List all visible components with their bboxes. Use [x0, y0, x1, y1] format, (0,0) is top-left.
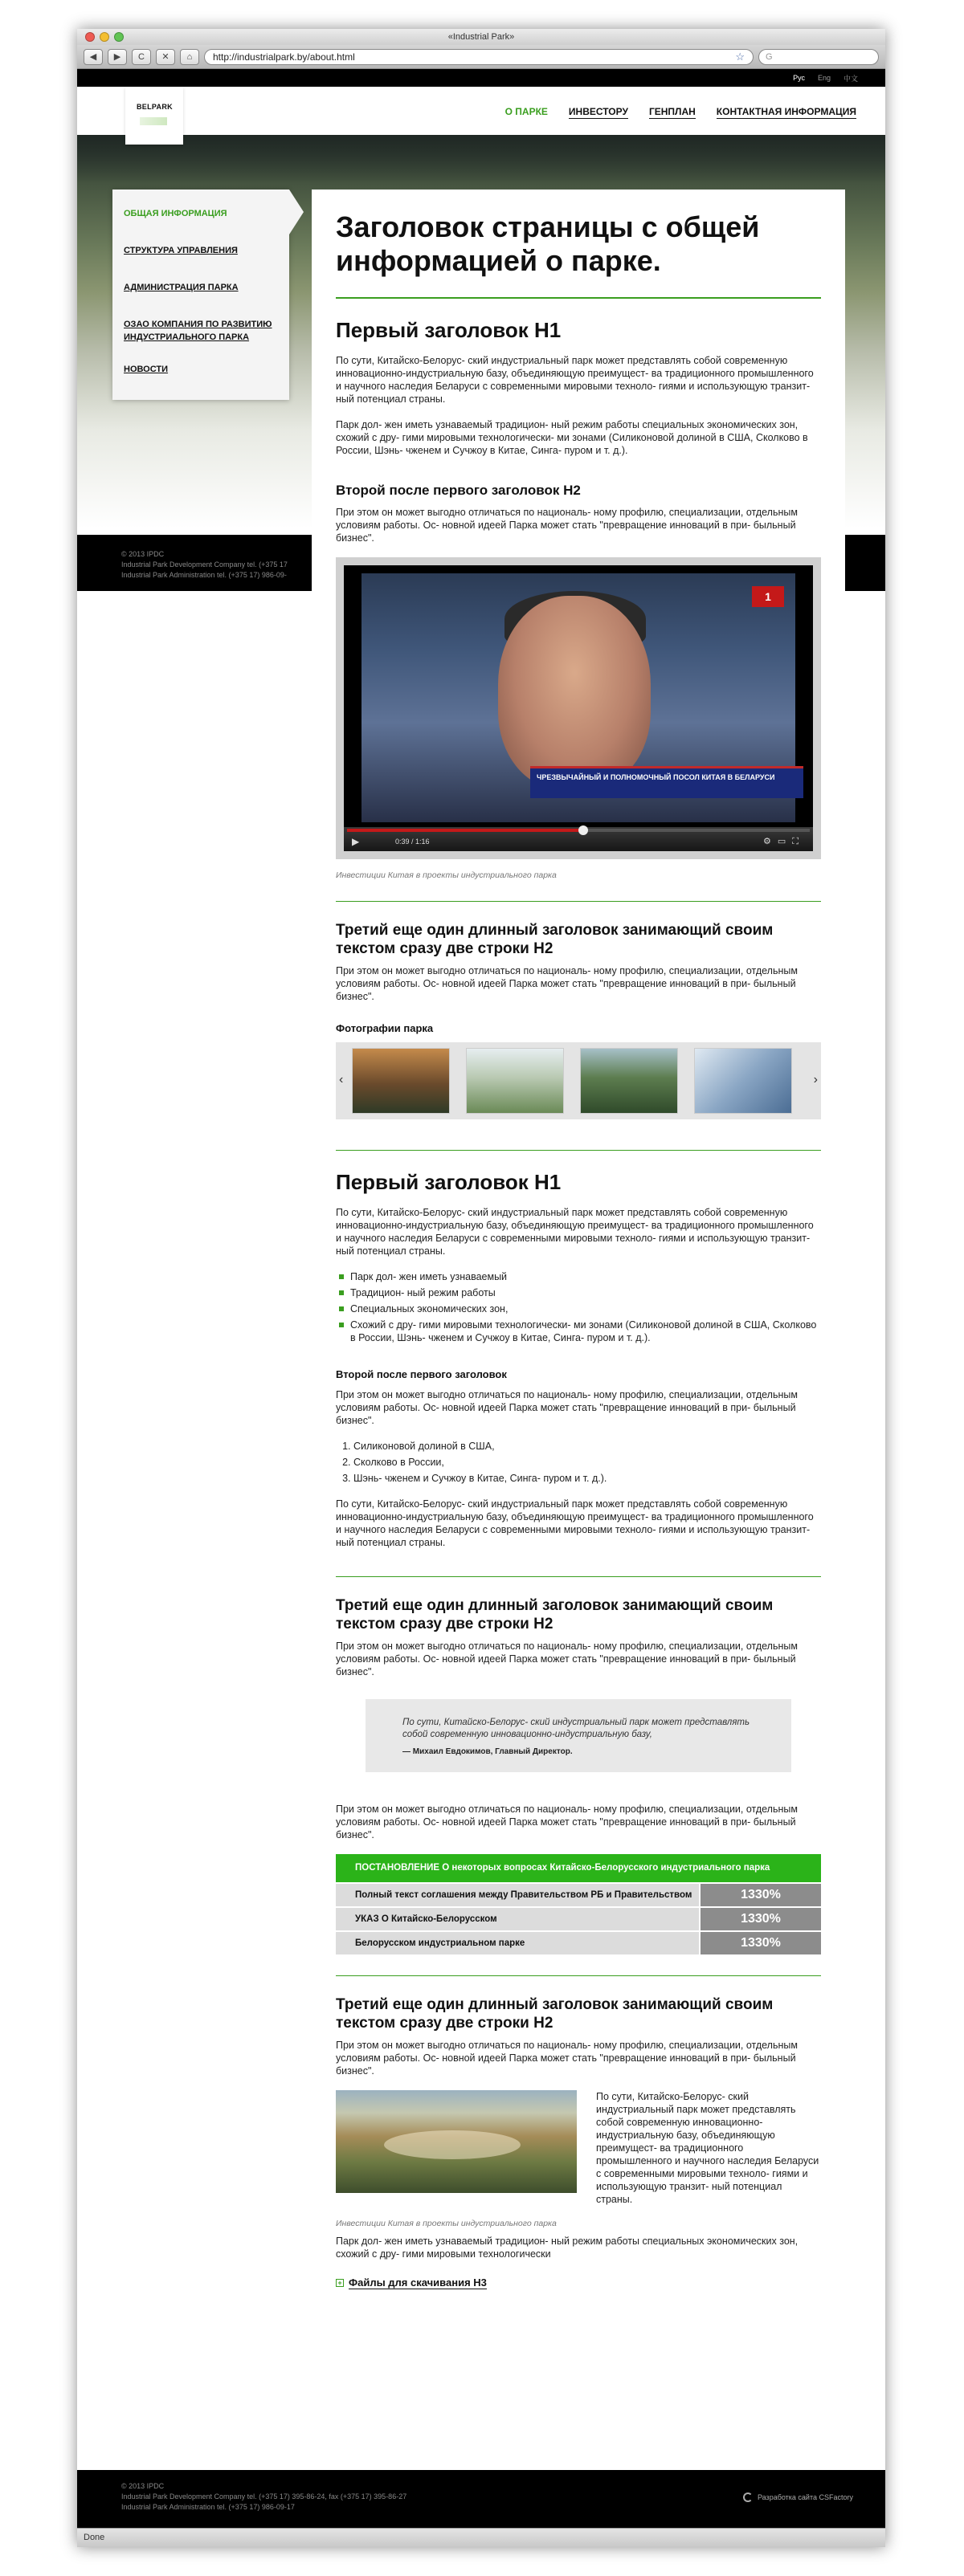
lang-en[interactable]: Eng	[817, 74, 831, 82]
sidebar-pointer	[289, 190, 304, 234]
reload-button[interactable]: C	[132, 49, 151, 65]
minimize-window-button[interactable]	[100, 32, 109, 42]
table-row[interactable]	[336, 1908, 821, 1930]
url-text[interactable]: http://industrialpark.by/about.html	[213, 51, 355, 63]
browser-window	[77, 29, 885, 2547]
plus-icon: +	[336, 2279, 344, 2287]
language-bar	[77, 69, 885, 87]
lang-cn[interactable]: 中文	[843, 74, 858, 83]
blockquote	[366, 1699, 791, 1772]
paragraph: Парк дол- жен иметь узнаваемый традицион- ный режим работы специальных экономических зон, схожий с дру- гими мировыми технологически	[336, 2236, 799, 2260]
status-bar	[77, 2528, 885, 2547]
credit-text: Разработка сайта CSFactory	[757, 2493, 853, 2501]
list-item: 1. Силиконовой долиной в США,	[353, 1440, 821, 1453]
search-icon: G	[766, 51, 773, 62]
video-frame	[362, 573, 795, 822]
site-footer	[77, 2470, 885, 2528]
divider	[336, 1150, 821, 1151]
csfactory-logo-icon	[743, 2492, 753, 2502]
window-controls	[85, 32, 124, 42]
paragraph: При этом он может выгодно отличаться по националь- ному профилю, специализации, отдельным условиям работы. Ос- новной идеей Парка может стать "превращение инноваций в при- быльный бизнес".	[336, 2040, 798, 2077]
page-title: Заголовок страницы с общей информацией о парке.	[336, 210, 760, 277]
section-heading-h2: Третий еще один длинный заголовок занимающий своим текстом сразу две строки H2	[336, 1597, 774, 1632]
nav-contacts[interactable]: КОНТАКТНАЯ ИНФОРМАЦИЯ	[716, 106, 856, 117]
gallery-thumb-2[interactable]	[466, 1048, 564, 1114]
search-input[interactable]	[758, 49, 879, 65]
sidebar-item-general[interactable]: ОБЩАЯ ИНФОРМАЦИЯ	[124, 209, 227, 218]
gallery-thumb-4[interactable]	[694, 1048, 792, 1114]
downloads-link[interactable]	[336, 2276, 821, 2289]
table-header[interactable]: ПОСТАНОВЛЕНИЕ О некоторых вопросах Китайско-Белорусского индустриального парка	[336, 1854, 821, 1882]
list-item: 2. Сколково в России,	[353, 1456, 821, 1469]
video-player[interactable]	[336, 557, 821, 859]
divider	[336, 297, 821, 299]
video-settings-icon[interactable]: ⚙▭⛶	[763, 837, 805, 846]
documents-table	[336, 1854, 821, 1954]
title-bar	[77, 29, 885, 45]
stop-button[interactable]: ✕	[156, 49, 175, 65]
main-nav	[505, 106, 856, 119]
hero-dark-band-right	[845, 535, 885, 591]
main-content	[312, 190, 845, 2309]
section-heading-h2: Второй после первого заголовок H2	[336, 483, 581, 498]
bullet-list	[336, 1270, 821, 1344]
video-progress-bar[interactable]	[347, 829, 810, 832]
logo-mark-icon	[140, 117, 167, 125]
home-button[interactable]: ⌂	[180, 49, 199, 65]
table-cell-value: 1330%	[701, 1908, 821, 1930]
list-item: Традицион- ный режим работы	[336, 1286, 821, 1299]
status-text: Done	[84, 2533, 105, 2542]
section-heading-h3: Второй после первого заголовок	[336, 1368, 507, 1380]
sidebar-item-company[interactable]: ОЗАО КОМПАНИЯ ПО РАЗВИТИЮ ИНДУСТРИАЛЬНОГО ПАРКА	[124, 320, 272, 342]
forward-button[interactable]: ▶	[108, 49, 127, 65]
video-time: 0:39 / 1:16	[395, 838, 430, 846]
gallery-thumb-3[interactable]	[580, 1048, 678, 1114]
gallery-thumb-1[interactable]	[352, 1048, 450, 1114]
list-item: Парк дол- жен иметь узнаваемый	[336, 1270, 821, 1283]
section-heading-h2: Третий еще один длинный заголовок занимающий своим текстом сразу две строки H2	[336, 922, 774, 957]
table-cell-value: 1330%	[701, 1884, 821, 1906]
developer-credit[interactable]	[743, 2492, 853, 2502]
quote-text: По сути, Китайско-Белорус- ский индустриальный парк может представлять собой современную инновационно-индустриальную базу,	[402, 1718, 750, 1739]
bookmark-star-icon[interactable]: ☆	[735, 50, 745, 63]
paragraph: По сути, Китайско-Белорус- ский индустриальный парк может представлять собой современную инновационно-индустриальную базу, объединяющую преимущест- ва традиционного промышленного и научного наследия Беларуси с современными мировыми техноло- гиями и использующую транзит- ный потенциал страны.	[336, 1207, 814, 1257]
sidebar-item-administration[interactable]: АДМИНИСТРАЦИЯ ПАРКА	[124, 283, 239, 292]
paragraph: При этом он может выгодно отличаться по националь- ному профилю, специализации, отдельным условиям работы. Ос- новной идеей Парка может стать "превращение инноваций в при- быльный бизнес".	[336, 1804, 798, 1840]
nav-about[interactable]: О ПАРКЕ	[504, 106, 548, 117]
close-window-button[interactable]	[85, 32, 95, 42]
sidebar-item-news[interactable]: НОВОСТИ	[124, 365, 169, 374]
paragraph: По сути, Китайско-Белорус- ский индустриальный парк может представлять собой современную инновационно-индустриальную базу, объединяющую преимущест- ва традиционного промышленного и научного наследия Беларуси с современными мировыми техноло- гиями и использующую транзит- ный потенциал страны.	[336, 1498, 814, 1548]
table-cell-label: Полный текст соглашения между Правительством РБ и Правительством	[336, 1884, 699, 1906]
video-controls	[344, 827, 813, 851]
video-scrub-handle[interactable]	[578, 825, 588, 835]
site-header	[77, 87, 885, 135]
list-item: Специальных экономических зон,	[336, 1302, 821, 1315]
photo-gallery	[336, 1042, 821, 1119]
paragraph: По сути, Китайско-Белорус- ский индустриальный парк может представлять собой современную инновационно-индустриальную базу, объединяющую преимущест- ва традиционного промышленного и научного наследия Беларуси с современными мировыми техноло- гиями и использующую транзит- ный потенциал страны.	[336, 355, 814, 405]
gallery-next-icon[interactable]: ›	[813, 1073, 818, 1086]
table-row[interactable]	[336, 1884, 821, 1906]
window-title: «Industrial Park»	[447, 32, 515, 42]
section-heading-h1: Первый заголовок H1	[336, 1170, 562, 1194]
image-caption: Инвестиции Китая в проекты индустриального парка	[336, 2219, 557, 2228]
site-logo[interactable]	[125, 87, 183, 145]
nav-investor[interactable]: ИНВЕСТОРУ	[568, 106, 628, 117]
list-item: Схожий с дру- гими мировыми технологически- ми зонами (Силиконовой долиной в США, Сколково в России, Шэнь- чженем и Сучжоу в Китае, Синга- пуром и т. д.).	[336, 1319, 821, 1344]
paragraph: При этом он может выгодно отличаться по националь- ному профилю, специализации, отдельным условиям работы. Ос- новной идеей Парка может стать "превращение инноваций в при- быльный бизнес".	[336, 507, 798, 544]
gallery-title: Фотографии парка	[336, 1022, 434, 1034]
list-item: 3. Шэнь- чженем и Сучжоу в Китае, Синга- пуром и т. д.).	[353, 1472, 821, 1485]
speaker-image	[498, 596, 651, 789]
address-bar[interactable]	[204, 49, 754, 65]
table-cell-label: УКАЗ О Китайско-Белорусском	[336, 1908, 699, 1930]
paragraph: По сути, Китайско-Белорус- ский индустриальный парк может представлять собой современную инновационно-индустриальную базу, объединяющую преимущест- ва традиционного промышленного и научного наследия Беларуси с современными мировыми техноло- гиями и использующую транзит- ный потенциал страны.	[596, 2091, 819, 2205]
section-heading-h1: Первый заголовок H1	[336, 318, 562, 342]
sidebar-menu	[112, 190, 289, 400]
news-banner: ЧРЕЗВЫЧАЙНЫЙ И ПОЛНОМОЧНЫЙ ПОСОЛ КИТАЯ В БЕЛАРУСИ	[530, 766, 803, 798]
downloads-label: Файлы для скачивания H3	[349, 2276, 487, 2289]
sidebar-item-structure[interactable]: СТРУКТУРА УПРАВЛЕНИЯ	[124, 246, 238, 255]
video-screen[interactable]	[344, 565, 813, 851]
quote-author: — Михаил Евдокимов, Главный Директор.	[402, 1747, 573, 1756]
hero-footnote: © 2013 IPDC Industrial Park Development Company tel. (+375 17 Industrial Park Administration tel. (+375 17) 986-09-	[121, 550, 288, 579]
paragraph: Парк дол- жен иметь узнаваемый традицион- ный режим работы специальных экономических зон, схожий с дру- гими мировыми технологически- ми зонами (Силиконовой долиной в США, Сколково в России, Шэнь- чженем и Сучжоу в Китае, Синга- пуром и т. д.).	[336, 419, 808, 456]
video-caption: Инвестиции Китая в проекты индустриального парка	[336, 870, 557, 880]
channel-logo: 1	[752, 586, 784, 607]
footer-info: © 2013 IPDC Industrial Park Development Company tel. (+375 17) 395-86-24, fax (+375 17) 395-86-27 Industrial Park Administration tel. (+375 17) 986-09-17	[121, 2482, 407, 2511]
lang-ru[interactable]: Рус	[793, 74, 805, 82]
park-aerial-image	[336, 2090, 577, 2193]
logo-text: BELPARK	[137, 103, 173, 111]
browser-toolbar	[77, 45, 885, 69]
numbered-list	[353, 1440, 821, 1485]
table-row[interactable]	[336, 1932, 821, 1954]
nav-masterplan[interactable]: ГЕНПЛАН	[648, 106, 696, 117]
back-button[interactable]: ◀	[84, 49, 103, 65]
table-cell-label: Белорусском индустриальном парке	[336, 1932, 699, 1954]
section-heading-h2: Третий еще один длинный заголовок занимающий своим текстом сразу две строки H2	[336, 1996, 774, 2032]
zoom-window-button[interactable]	[114, 32, 124, 42]
paragraph: При этом он может выгодно отличаться по националь- ному профилю, специализации, отдельным условиям работы. Ос- новной идеей Парка может стать "превращение инноваций в при- быльный бизнес".	[336, 1389, 798, 1426]
divider	[336, 1576, 821, 1577]
divider	[336, 1975, 821, 1976]
video-progress-fill	[347, 829, 583, 832]
paragraph: При этом он может выгодно отличаться по националь- ному профилю, специализации, отдельным условиям работы. Ос- новной идеей Парка может стать "превращение инноваций в при- быльный бизнес".	[336, 1641, 798, 1677]
play-icon[interactable]: ▶	[352, 836, 360, 847]
divider	[336, 901, 821, 902]
paragraph: При этом он может выгодно отличаться по националь- ному профилю, специализации, отдельным условиям работы. Ос- новной идеей Парка может стать "превращение инноваций в при- быльный бизнес".	[336, 965, 798, 1002]
gallery-prev-icon[interactable]: ‹	[339, 1073, 344, 1086]
table-cell-value: 1330%	[701, 1932, 821, 1954]
